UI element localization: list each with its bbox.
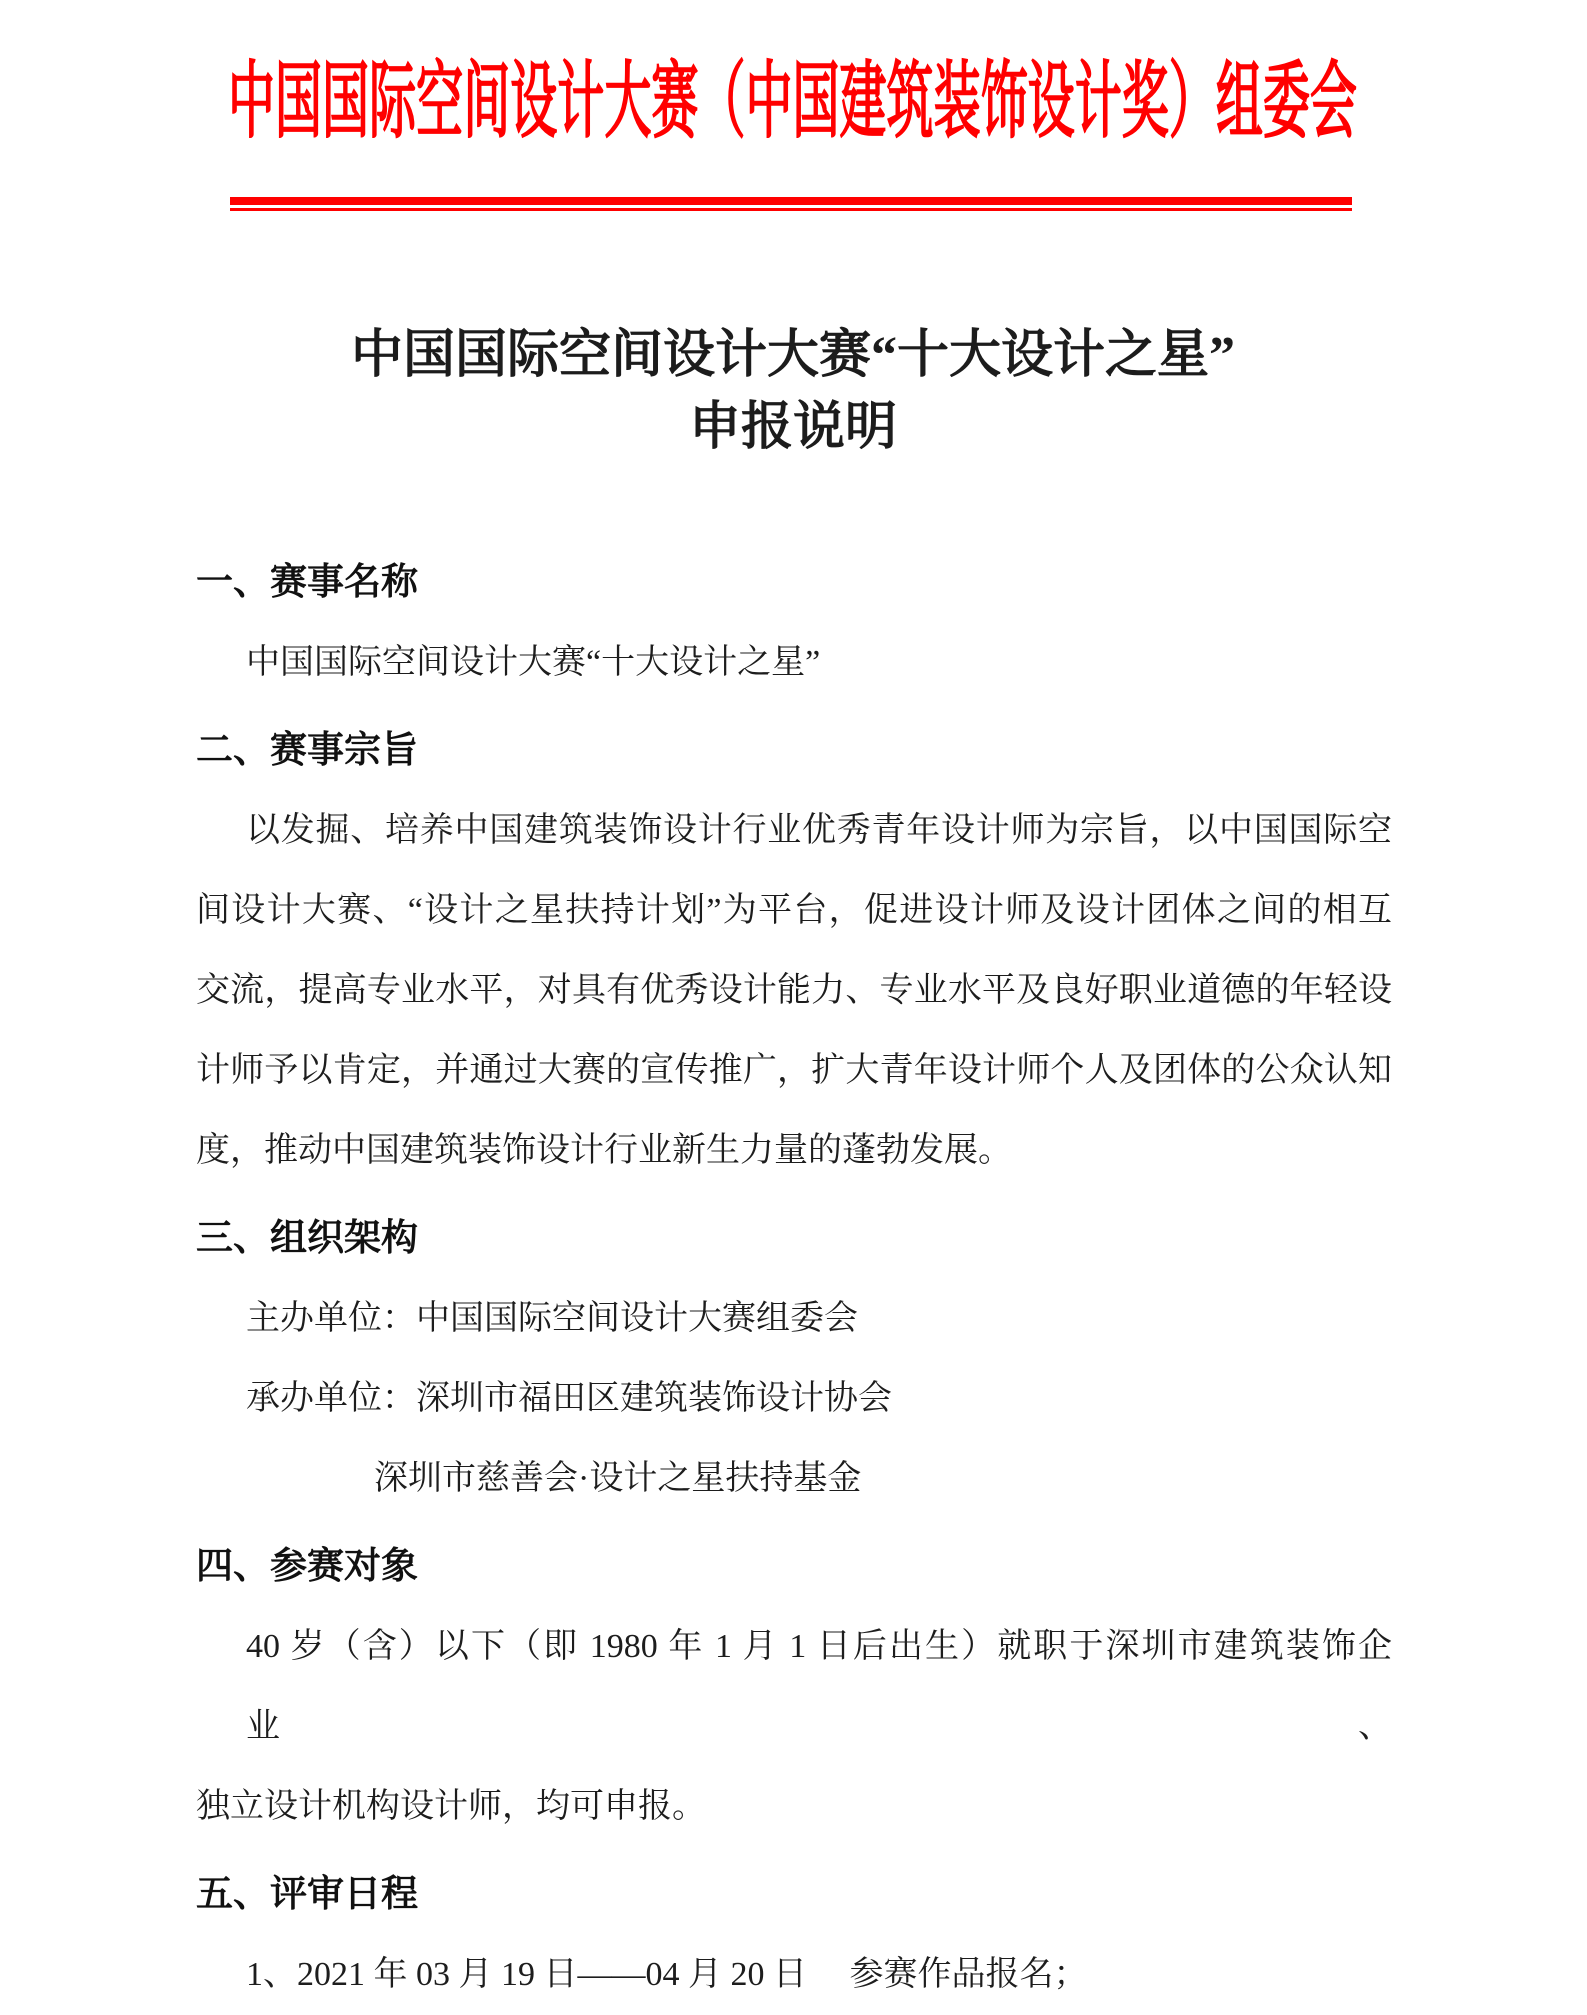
document-body (196, 535, 1392, 2015)
section-4-line: 40 岁（含）以下（即 1980 年 1 月 1 日后出生）就职于深圳市建筑装饰企业、 (246, 1628, 1392, 1745)
section-3-line: 主办单位：中国国际空间设计大赛组委会 (246, 1300, 858, 1337)
section-3-line: 承办单位：深圳市福田区建筑装饰设计协会 (246, 1380, 892, 1417)
section-5-heading: 五、评审日程 (196, 1874, 418, 1915)
letterhead-title: 中国国际空间设计大赛（中国建筑装饰设计奖）组委会 (228, 56, 1357, 149)
section-2-heading: 二、赛事宗旨 (196, 730, 418, 771)
section-5-line: 1、2021 年 03 月 19 日——04 月 20 日 参赛作品报名； (246, 1956, 1088, 1993)
section-2-line: 间设计大赛、“设计之星扶持计划”为平台，促进设计师及设计团体之间的相互 (196, 892, 1392, 929)
section-1-line: 中国国际空间设计大赛“十大设计之星” (246, 644, 821, 681)
document-title-line1: 中国国际空间设计大赛“十大设计之星” (350, 327, 1235, 384)
document-title (196, 320, 1390, 464)
section-4-heading: 四、参赛对象 (196, 1546, 418, 1587)
section-2-line: 交流，提高专业水平，对具有优秀设计能力、专业水平及良好职业道德的年轻设 (196, 972, 1392, 1009)
letterhead-divider-rule (230, 197, 1352, 211)
section-3-heading: 三、组织架构 (196, 1218, 418, 1259)
document-title-line2: 申报说明 (688, 399, 897, 456)
section-2-line: 以发掘、培养中国建筑装饰设计行业优秀青年设计师为宗旨，以中国国际空 (246, 812, 1392, 849)
section-4-line: 独立设计机构设计师，均可申报。 (196, 1788, 706, 1825)
section-3-line: 深圳市慈善会·设计之星扶持基金 (374, 1460, 862, 1497)
section-1-heading: 一、赛事名称 (196, 562, 418, 603)
section-2-line: 计师予以肯定，并通过大赛的宣传推广，扩大青年设计师个人及团体的公众认知 (196, 1052, 1392, 1089)
section-2-line: 度，推动中国建筑装饰设计行业新生力量的蓬勃发展。 (196, 1132, 1012, 1169)
